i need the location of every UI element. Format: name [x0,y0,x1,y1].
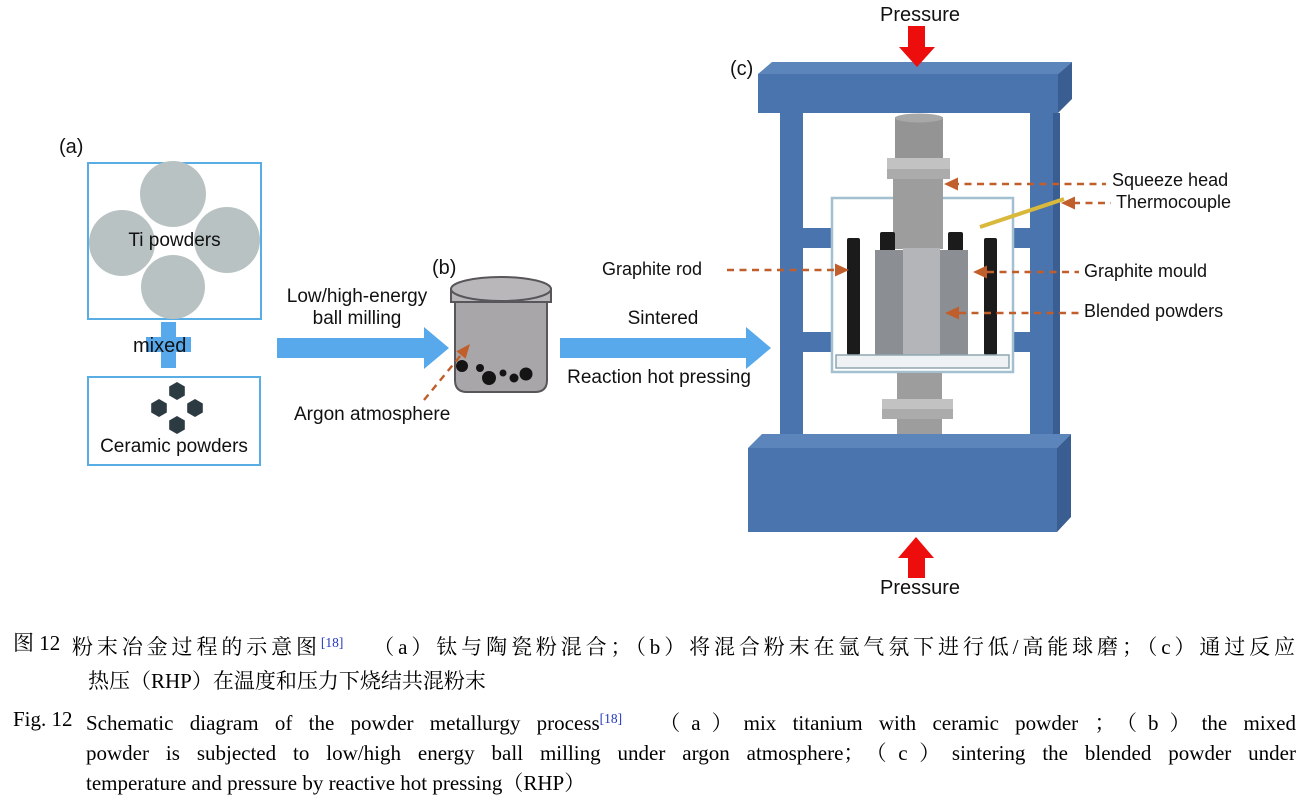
caption-zh-line1-text: 粉末冶金过程的示意图 [72,635,321,659]
pressure-arrow-bottom [898,537,934,578]
caption-en-line1-items: （a）mix titanium with ceramic powder ；（b）the mixed [648,711,1296,735]
graphite-mould-left [875,250,903,355]
squeeze-collar-upper-shade [887,169,950,179]
press-stub-right-lower [1012,332,1031,352]
caption-chinese [13,626,1295,698]
squeeze-head-annotation-arrowhead [944,178,958,191]
milling-ball [500,370,507,377]
milling-ball [482,371,496,385]
ti-powder-particle [140,161,206,227]
sintering-arrow [560,327,771,369]
press-column-right-sideface [1053,113,1060,443]
milling-ball [476,364,484,372]
press-top-beam [758,74,1058,113]
blended-powders-label: Blended powders [1084,301,1224,321]
squeeze-collar-upper [887,158,950,169]
graphite-rod-label: Graphite rod [602,259,703,279]
caption-en-line3: temperature and pressure by reactive hot pressing（RHP） [86,771,586,795]
ti-powders-label: Ti powders [128,230,221,251]
argon-atmosphere-label: Argon atmosphere [294,404,451,425]
mixed-label: mixed [133,335,187,357]
squeeze-collar-lower-shade [882,409,953,419]
milling-ball [456,360,468,372]
milling-jar-lid [451,277,551,302]
pressure-arrow-top [899,26,935,67]
upper-ram-top [895,117,943,159]
graphite-mould-right [940,250,968,355]
sintered-label: Sintered [627,308,699,329]
press-bottom-block-topface [748,434,1071,448]
blended-powder-column [903,248,940,355]
milling-jar-lid-top [451,277,551,301]
caption-en-reference: [18] [599,711,623,726]
milling-ball [510,374,519,383]
caption-en-line1 [86,704,1296,738]
press-stub-left-lower [803,332,833,352]
squeeze-head-label: Squeeze head [1112,170,1229,190]
base-plate [836,355,1009,368]
caption-en-line2: powder is subjected to low/high energy ball milling under argon atmosphere；（c）sintering the blended powder under [86,741,1296,765]
ceramic-powders-label: Ceramic powders [100,436,248,457]
press-column-left [780,113,803,443]
caption-english [13,704,1296,798]
panel-a-tag: (a) [59,136,84,158]
caption-en-line1-text: Schematic diagram of the powder metallurgy process [86,711,600,735]
panel-b-tag: (b) [432,257,457,279]
press-bottom-block [748,448,1057,532]
caption-en-fig-label: Fig. 12 [13,707,73,731]
upper-ram-shaft [893,179,943,249]
pressure-top-label: Pressure [879,4,961,26]
milling-ball [520,368,533,381]
ball-milling-arrow [277,327,449,369]
panel-c-tag: (c) [730,58,754,80]
graphite-rod-right [984,238,997,355]
press-stub-left-upper [803,228,833,248]
press-bottom-block-sideface [1057,434,1071,532]
ball-milling-arrow-label-2: ball milling [312,308,402,329]
ti-powder-particle [141,255,205,319]
caption-zh-line1-items: （a）钛与陶瓷粉混合；（b）将混合粉末在氩气氛下进行低/高能球磨；（c）通过反应 [369,635,1295,659]
upper-ram-cap [895,114,943,123]
graphite-rod-left [847,238,860,355]
press-stub-right-upper [1012,228,1031,248]
caption-zh-reference: [18] [320,635,344,650]
caption-zh-line1 [72,626,1295,664]
caption-zh-fig-label: 图 12 [13,631,61,655]
pressure-bottom-label: Pressure [879,577,961,599]
graphite-mould-label: Graphite mould [1084,261,1208,281]
press-column-right [1030,113,1053,443]
squeeze-collar-lower [882,399,953,409]
reaction-hot-pressing-label: Reaction hot pressing [567,367,751,388]
thermocouple-label: Thermocouple [1116,192,1232,212]
lower-ram-shaft [897,373,942,401]
ball-milling-arrow-label-1: Low/high-energy [286,286,428,307]
caption-zh-line2: 热压（RHP）在温度和压力下烧结共混粉末 [88,669,486,693]
